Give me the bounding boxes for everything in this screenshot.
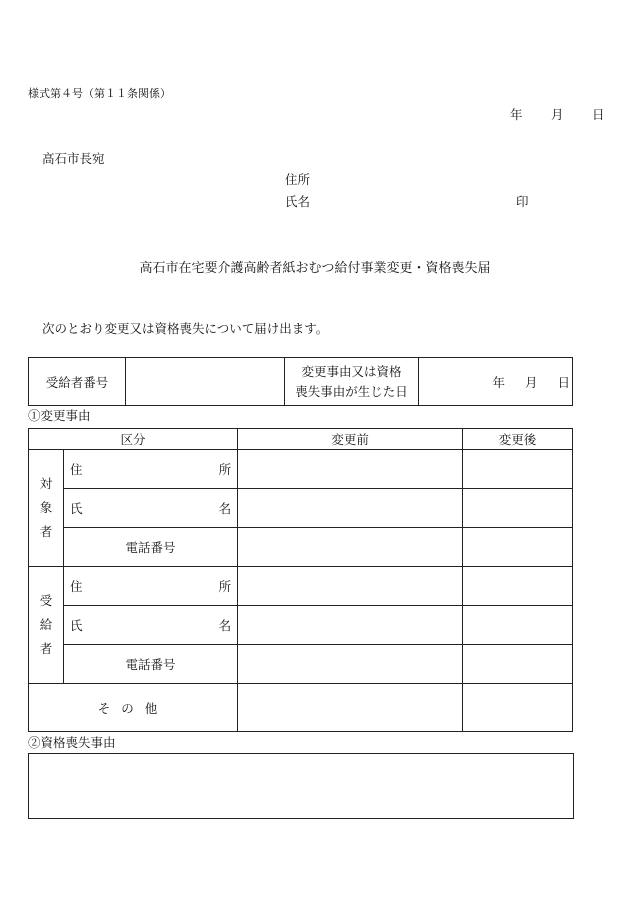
document-title: 高石市在宅要介護高齢者紙おむつ給付事業変更・資格喪失届	[139, 261, 491, 276]
recipient-group-label: 受 給 者	[29, 567, 64, 684]
date-month-label: 月	[551, 107, 564, 122]
recipient-name-after[interactable]	[463, 606, 573, 645]
subject-address-after[interactable]	[463, 450, 573, 489]
recipient-name-label: 氏 名	[64, 606, 238, 645]
date-day-label: 日	[592, 107, 605, 122]
subject-phone-label: 電話番号	[64, 528, 238, 567]
other-after[interactable]	[463, 684, 573, 732]
other-label: その他	[29, 684, 238, 732]
subject-group-label: 対 象 者	[29, 450, 64, 567]
form-number: 様式第４号（第１１条関係）	[28, 87, 171, 100]
section-change-heading: ①変更事由	[28, 408, 91, 423]
recipient-number-field[interactable]	[126, 358, 285, 406]
header-category: 区分	[29, 429, 238, 450]
name-label: 氏名	[285, 194, 311, 209]
reason-month: 月	[524, 374, 538, 390]
address-label: 住所	[285, 172, 311, 187]
subject-phone-before[interactable]	[238, 528, 463, 567]
header-before: 変更前	[238, 429, 463, 450]
date-year-label: 年	[510, 107, 523, 122]
recipient-address-before[interactable]	[238, 567, 463, 606]
recipient-phone-label: 電話番号	[64, 645, 238, 684]
recipient-phone-after[interactable]	[463, 645, 573, 684]
other-before[interactable]	[238, 684, 463, 732]
loss-reason-field[interactable]	[28, 753, 574, 819]
addressee: 高石市長宛	[42, 151, 105, 166]
recipient-number-label: 受給者番号	[29, 358, 126, 406]
recipient-address-label: 住 所	[64, 567, 238, 606]
subject-address-before[interactable]	[238, 450, 463, 489]
change-table	[28, 428, 573, 732]
intro-text: 次のとおり変更又は資格喪失について届け出ます。	[42, 321, 329, 336]
header-after: 変更後	[463, 429, 573, 450]
subject-name-before[interactable]	[238, 489, 463, 528]
subject-address-label: 住 所	[64, 450, 238, 489]
reason-day: 日	[557, 374, 570, 390]
reason-date-field[interactable]	[419, 358, 573, 406]
recipient-address-after[interactable]	[463, 567, 573, 606]
subject-name-after[interactable]	[463, 489, 573, 528]
reason-year: 年	[492, 374, 505, 390]
recipient-name-before[interactable]	[238, 606, 463, 645]
subject-name-label: 氏 名	[64, 489, 238, 528]
seal-mark: 印	[516, 194, 529, 209]
subject-phone-after[interactable]	[463, 528, 573, 567]
section-loss-heading: ②資格喪失事由	[28, 735, 116, 750]
reason-date-label: 変更事由又は資格 喪失事由が生じた日	[285, 358, 419, 406]
recipient-phone-before[interactable]	[238, 645, 463, 684]
recipient-info-table	[28, 357, 573, 406]
